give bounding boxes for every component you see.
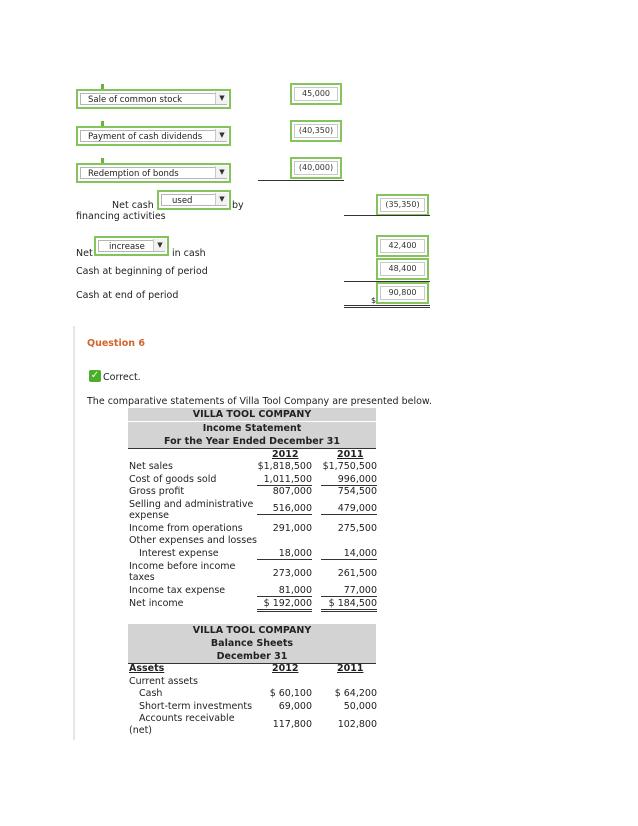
income-value-2012: $ 192,000 [257, 598, 312, 612]
net-change-select[interactable] [94, 236, 169, 256]
end-cash-amount[interactable] [376, 282, 429, 304]
balance-statement-title: Balance Sheets [128, 637, 376, 650]
end-cash-label: Cash at end of period [76, 290, 179, 301]
income-value-2011: 275,500 [337, 523, 377, 534]
assets-label: Assets [129, 663, 165, 674]
chevron-down-icon[interactable]: ▼ [215, 193, 228, 205]
income-value-2012: 807,000 [272, 486, 312, 497]
financing-amount-3-value: (40,000) [294, 161, 338, 175]
net-cash-label: Net cash [112, 200, 154, 211]
end-cash-rule-1 [344, 305, 430, 306]
balance-value-2011: 50,000 [343, 701, 377, 712]
income-value-2011: $ 184,500 [321, 598, 377, 612]
net-change-amount-value: 42,400 [380, 239, 425, 253]
income-label: Selling and administrative [129, 499, 254, 510]
income-label: Net sales [129, 461, 173, 472]
income-label: Income from operations [129, 523, 243, 534]
net-label: Net [76, 248, 93, 259]
begin-cash-amount[interactable] [376, 258, 429, 280]
begin-cash-label: Cash at beginning of period [76, 266, 208, 277]
financing-select-2[interactable] [76, 126, 231, 146]
chevron-down-icon[interactable]: ▼ [215, 166, 228, 178]
financing-select-1-value: Sale of common stock [80, 93, 227, 105]
income-value-2012: 18,000 [257, 548, 312, 560]
balance-label-cont: (net) [129, 725, 153, 736]
end-cash-rule-2 [344, 307, 430, 308]
income-value-2012: 1,011,500 [257, 474, 312, 486]
income-label-cont: taxes [129, 572, 155, 583]
balance-year-2011: 2011 [337, 663, 364, 674]
income-year-2012: 2012 [272, 449, 299, 460]
balance-value-2011: $ 64,200 [334, 688, 377, 699]
income-company: VILLA TOOL COMPANY [128, 408, 376, 421]
financing-amount-1[interactable] [290, 83, 342, 105]
income-value-2011: 14,000 [321, 548, 377, 560]
income-value-2012: 273,000 [272, 568, 312, 579]
financing-amount-2[interactable] [290, 120, 342, 142]
net-cash-by-label: by [232, 200, 244, 211]
balance-company: VILLA TOOL COMPANY [128, 624, 376, 637]
financing-activities-label: financing activities [76, 211, 166, 222]
financing-amount-3[interactable] [290, 157, 342, 179]
income-value-2011: 479,000 [321, 503, 377, 515]
balance-period: December 31 [128, 650, 376, 664]
balance-value-2012: $ 60,100 [269, 688, 312, 699]
income-value-2012: 516,000 [257, 503, 312, 515]
net-change-select-value: increase [98, 240, 165, 252]
income-label: Interest expense [139, 548, 219, 559]
end-cash-amount-value: 90,800 [380, 286, 425, 300]
subtotal-rule [258, 180, 344, 181]
chevron-down-icon[interactable]: ▼ [215, 129, 228, 141]
financing-select-3-value: Redemption of bonds [80, 167, 227, 179]
financing-select-2-value: Payment of cash dividends [80, 130, 227, 142]
net-cash-select-value: used [161, 194, 227, 206]
net-cash-amount[interactable] [376, 194, 429, 216]
income-value-2011: 261,500 [337, 568, 377, 579]
income-value-2012: 291,000 [272, 523, 312, 534]
income-label: Income before income [129, 561, 236, 572]
income-value-2011: 77,000 [321, 585, 377, 597]
check-icon: ✓ [90, 370, 100, 381]
income-value-2012: $1,818,500 [257, 461, 312, 472]
net-cash-select[interactable] [157, 190, 231, 210]
balance-label: Short-term investments [139, 701, 253, 712]
current-assets-label: Current assets [129, 676, 198, 687]
income-value-2011: 754,500 [337, 486, 377, 497]
income-value-2012: 81,000 [257, 585, 312, 597]
income-label: Gross profit [129, 486, 185, 497]
balance-value-2011: 102,800 [337, 719, 377, 730]
question-title: Question 6 [87, 338, 145, 349]
income-value-2011: 996,000 [321, 474, 377, 486]
income-statement-title: Income Statement [128, 422, 376, 435]
net-change-amount[interactable] [376, 235, 429, 257]
net-cash-rule [344, 215, 430, 216]
balance-label: Accounts receivable [139, 713, 235, 724]
financing-select-1[interactable] [76, 89, 231, 109]
net-cash-amount-value: (35,350) [380, 198, 425, 212]
in-cash-label: in cash [172, 248, 206, 259]
balance-value-2012: 69,000 [278, 701, 312, 712]
income-value-2011: $1,750,500 [322, 461, 377, 472]
financing-amount-1-value: 45,000 [294, 87, 338, 101]
question-border [73, 326, 75, 740]
income-label: Net income [129, 598, 184, 609]
question-intro: The comparative statements of Villa Tool Company are presented below. [87, 396, 432, 407]
balance-year-2012: 2012 [272, 663, 299, 674]
income-label: Cost of goods sold [129, 474, 217, 485]
balance-label: Cash [139, 688, 163, 699]
income-label: Income tax expense [129, 585, 226, 596]
chevron-down-icon[interactable]: ▼ [215, 92, 228, 104]
financing-amount-2-value: (40,350) [294, 124, 338, 138]
financing-select-3[interactable] [76, 163, 231, 183]
begin-cash-amount-value: 48,400 [380, 262, 425, 276]
chevron-down-icon[interactable]: ▼ [153, 239, 166, 251]
correct-status: Correct. [103, 372, 141, 383]
income-label: Other expenses and losses [129, 535, 257, 546]
income-label-cont: expense [129, 510, 169, 521]
income-year-2011: 2011 [337, 449, 364, 460]
balance-value-2012: 117,800 [272, 719, 312, 730]
income-period: For the Year Ended December 31 [128, 435, 376, 449]
end-cash-currency: $ [371, 296, 377, 305]
